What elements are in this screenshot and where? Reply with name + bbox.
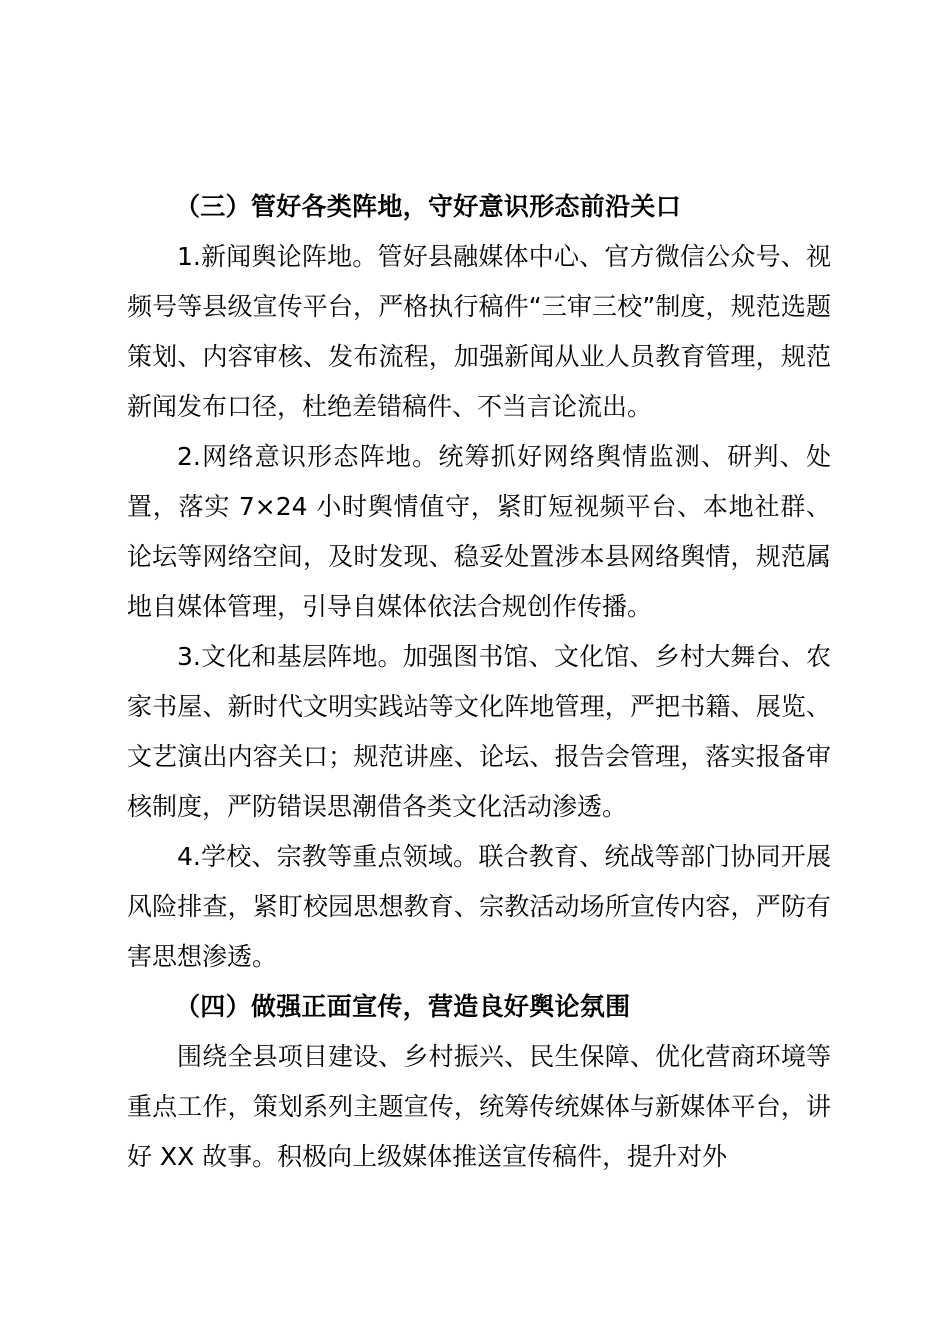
paragraph-network-ideology: 2.网络意识形态阵地。统筹抓好网络舆情监测、研判、处置，落实 7×24 小时舆情值守，紧盯短视频平台、本地社群、论坛等网络空间，及时发现、稳妥处置涉本县网络舆情，规范属地自媒体管理，引导自媒体依法合规创作传播。 [127,442,831,621]
section-heading-3: （三）管好各类阵地，守好意识形态前沿关口 [175,192,682,221]
paragraph-positive-publicity: 围绕全县项目建设、乡村振兴、民生保障、优化营商环境等重点工作，策划系列主题宣传，统筹传统媒体与新媒体平台，讲好 XX 故事。积极向上级媒体推送宣传稿件，提升对外 [127,1042,831,1171]
section-heading-4: （四）做强正面宣传，营造良好舆论氛围 [175,992,631,1021]
paragraph-school-religion: 4.学校、宗教等重点领域。联合教育、统战等部门协同开展风险排查，紧盯校园思想教育、宗教活动场所宣传内容，严防有害思想渗透。 [127,842,831,971]
document-body [127,182,831,1182]
paragraph-culture-grassroots: 3.文化和基层阵地。加强图书馆、文化馆、乡村大舞台、农家书屋、新时代文明实践站等文化阵地管理，严把书籍、展览、文艺演出内容关口；规范讲座、论坛、报告会管理，落实报备审核制度，严防错误思潮借各类文化活动渗透。 [127,642,831,821]
paragraph-news-media: 1.新闻舆论阵地。管好县融媒体中心、官方微信公众号、视频号等县级宣传平台，严格执行稿件“三审三校”制度，规范选题策划、内容审核、发布流程，加强新闻从业人员教育管理，规范新闻发布口径，杜绝差错稿件、不当言论流出。 [127,242,831,421]
